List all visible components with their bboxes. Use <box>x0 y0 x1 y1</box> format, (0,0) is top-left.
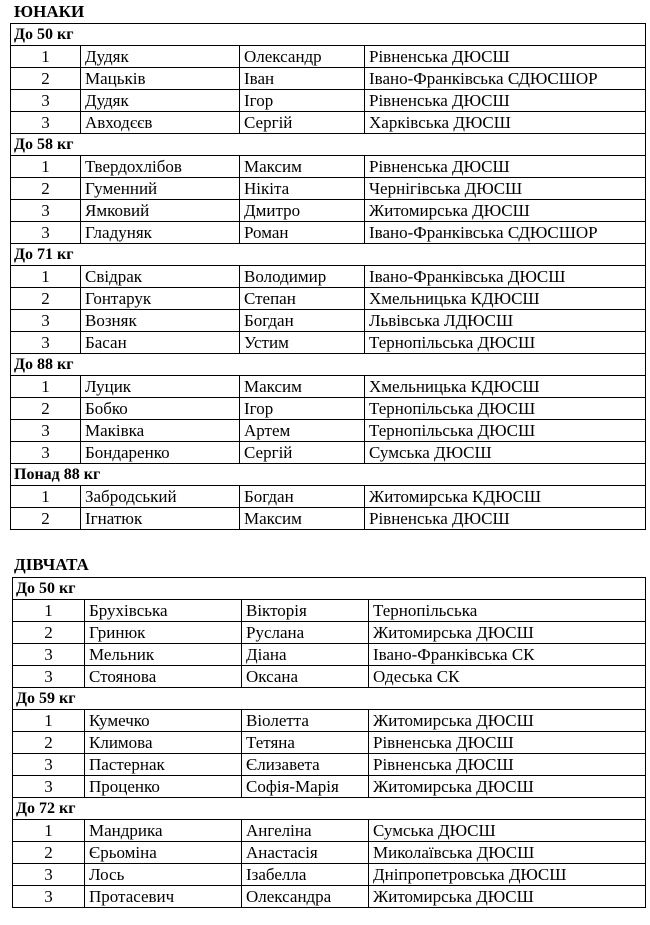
club-cell: Житомирська ДЮСШ <box>369 886 646 908</box>
place-cell: 1 <box>13 820 85 842</box>
weight-category-label: До 71 кг <box>11 244 646 266</box>
name-cell: Ангеліна <box>242 820 369 842</box>
club-cell: Житомирська КДЮСШ <box>365 486 646 508</box>
surname-cell: Маківка <box>81 420 240 442</box>
club-cell: Рівненська ДЮСШ <box>365 90 646 112</box>
surname-cell: Свідрак <box>81 266 240 288</box>
weight-category-header <box>11 24 646 46</box>
table-row <box>13 864 646 886</box>
club-cell: Тернопільська <box>369 600 646 622</box>
place-cell: 3 <box>13 886 85 908</box>
surname-cell: Климова <box>85 732 242 754</box>
weight-category-label: До 72 кг <box>13 798 646 820</box>
name-cell: Дмитро <box>240 200 365 222</box>
club-cell: Одеська СК <box>369 666 646 688</box>
club-cell: Сумська ДЮСШ <box>365 442 646 464</box>
name-cell: Руслана <box>242 622 369 644</box>
place-cell: 3 <box>13 666 85 688</box>
name-cell: Іван <box>240 68 365 90</box>
place-cell: 3 <box>13 754 85 776</box>
name-cell: Софія-Марія <box>242 776 369 798</box>
place-cell: 1 <box>11 46 81 68</box>
place-cell: 3 <box>11 310 81 332</box>
name-cell: Анастасія <box>242 842 369 864</box>
table-row <box>11 266 646 288</box>
club-cell: Івано-Франківська СДЮСШОР <box>365 222 646 244</box>
club-cell: Сумська ДЮСШ <box>369 820 646 842</box>
place-cell: 1 <box>11 376 81 398</box>
table-row <box>11 376 646 398</box>
surname-cell: Кумечко <box>85 710 242 732</box>
results-table-boys <box>10 23 646 530</box>
table-row <box>11 288 646 310</box>
name-cell: Степан <box>240 288 365 310</box>
weight-category-header <box>11 354 646 376</box>
table-row <box>11 442 646 464</box>
club-cell: Тернопільська ДЮСШ <box>365 398 646 420</box>
place-cell: 1 <box>11 156 81 178</box>
club-cell: Хмельницька КДЮСШ <box>365 288 646 310</box>
surname-cell: Ігнатюк <box>81 508 240 530</box>
place-cell: 3 <box>11 420 81 442</box>
surname-cell: Ямковий <box>81 200 240 222</box>
club-cell: Рівненська ДЮСШ <box>369 732 646 754</box>
table-row <box>11 332 646 354</box>
surname-cell: Мельник <box>85 644 242 666</box>
table-row <box>13 710 646 732</box>
club-cell: Рівненська ДЮСШ <box>365 46 646 68</box>
surname-cell: Гонтарук <box>81 288 240 310</box>
surname-cell: Лось <box>85 864 242 886</box>
club-cell: Чернігівська ДЮСШ <box>365 178 646 200</box>
place-cell: 2 <box>11 508 81 530</box>
name-cell: Ізабелла <box>242 864 369 886</box>
name-cell: Ігор <box>240 90 365 112</box>
table-row <box>11 200 646 222</box>
surname-cell: Гладуняк <box>81 222 240 244</box>
weight-category-header <box>11 244 646 266</box>
weight-category-header <box>11 134 646 156</box>
name-cell: Сергій <box>240 442 365 464</box>
table-row <box>13 820 646 842</box>
weight-category-label: До 50 кг <box>11 24 646 46</box>
club-cell: Миколаївська ДЮСШ <box>369 842 646 864</box>
place-cell: 3 <box>11 90 81 112</box>
name-cell: Оксана <box>242 666 369 688</box>
name-cell: Тетяна <box>242 732 369 754</box>
place-cell: 2 <box>11 288 81 310</box>
surname-cell: Протасевич <box>85 886 242 908</box>
name-cell: Олександр <box>240 46 365 68</box>
club-cell: Івано-Франківська ДЮСШ <box>365 266 646 288</box>
table-row <box>11 486 646 508</box>
name-cell: Богдан <box>240 310 365 332</box>
club-cell: Івано-Франківська СДЮСШОР <box>365 68 646 90</box>
surname-cell: Стоянова <box>85 666 242 688</box>
name-cell: Нікіта <box>240 178 365 200</box>
table-row <box>13 600 646 622</box>
name-cell: Діана <box>242 644 369 666</box>
surname-cell: Брухівська <box>85 600 242 622</box>
name-cell: Володимир <box>240 266 365 288</box>
surname-cell: Басан <box>81 332 240 354</box>
place-cell: 3 <box>11 222 81 244</box>
name-cell: Сергій <box>240 112 365 134</box>
surname-cell: Забродський <box>81 486 240 508</box>
place-cell: 2 <box>11 68 81 90</box>
weight-category-header <box>13 578 646 600</box>
surname-cell: Єрьоміна <box>85 842 242 864</box>
table-row <box>13 842 646 864</box>
section-title-boys: ЮНАКИ <box>14 2 85 21</box>
surname-cell: Возняк <box>81 310 240 332</box>
place-cell: 3 <box>13 644 85 666</box>
club-cell: Житомирська ДЮСШ <box>369 622 646 644</box>
place-cell: 2 <box>13 622 85 644</box>
surname-cell: Мандрика <box>85 820 242 842</box>
name-cell: Олександра <box>242 886 369 908</box>
name-cell: Богдан <box>240 486 365 508</box>
weight-category-label: До 50 кг <box>13 578 646 600</box>
name-cell: Артем <box>240 420 365 442</box>
table-row <box>11 178 646 200</box>
table-row <box>11 68 646 90</box>
club-cell: Хмельницька КДЮСШ <box>365 376 646 398</box>
club-cell: Тернопільська ДЮСШ <box>365 332 646 354</box>
results-table-girls <box>12 577 646 908</box>
weight-category-label: До 58 кг <box>11 134 646 156</box>
table-row <box>11 90 646 112</box>
table-row <box>13 666 646 688</box>
name-cell: Ігор <box>240 398 365 420</box>
table-row <box>13 644 646 666</box>
club-cell: Житомирська ДЮСШ <box>369 710 646 732</box>
surname-cell: Дудяк <box>81 46 240 68</box>
section-title-girls: ДІВЧАТА <box>14 555 89 574</box>
club-cell: Рівненська ДЮСШ <box>365 156 646 178</box>
club-cell: Харківська ДЮСШ <box>365 112 646 134</box>
club-cell: Рівненська ДЮСШ <box>369 754 646 776</box>
table-row <box>11 46 646 68</box>
surname-cell: Твердохлібов <box>81 156 240 178</box>
table-row <box>13 754 646 776</box>
table-row <box>13 776 646 798</box>
surname-cell: Авходєєв <box>81 112 240 134</box>
weight-category-label: До 59 кг <box>13 688 646 710</box>
surname-cell: Бондаренко <box>81 442 240 464</box>
weight-category-header <box>11 464 646 486</box>
place-cell: 1 <box>11 486 81 508</box>
place-cell: 3 <box>13 776 85 798</box>
table-row <box>11 112 646 134</box>
place-cell: 2 <box>11 398 81 420</box>
name-cell: Максим <box>240 156 365 178</box>
club-cell: Тернопільська ДЮСШ <box>365 420 646 442</box>
table-row <box>13 622 646 644</box>
place-cell: 1 <box>13 600 85 622</box>
weight-category-label: До 88 кг <box>11 354 646 376</box>
club-cell: Дніпропетровська ДЮСШ <box>369 864 646 886</box>
surname-cell: Бобко <box>81 398 240 420</box>
club-cell: Житомирська ДЮСШ <box>365 200 646 222</box>
surname-cell: Луцик <box>81 376 240 398</box>
surname-cell: Гринюк <box>85 622 242 644</box>
weight-category-header <box>13 688 646 710</box>
place-cell: 1 <box>13 710 85 732</box>
club-cell: Рівненська ДЮСШ <box>365 508 646 530</box>
surname-cell: Мацьків <box>81 68 240 90</box>
name-cell: Максим <box>240 376 365 398</box>
table-row <box>13 886 646 908</box>
club-cell: Житомирська ДЮСШ <box>369 776 646 798</box>
place-cell: 2 <box>11 178 81 200</box>
place-cell: 3 <box>11 332 81 354</box>
name-cell: Максим <box>240 508 365 530</box>
weight-category-label: Понад 88 кг <box>11 464 646 486</box>
place-cell: 3 <box>11 442 81 464</box>
table-row <box>11 420 646 442</box>
name-cell: Вікторія <box>242 600 369 622</box>
name-cell: Устим <box>240 332 365 354</box>
table-row <box>11 508 646 530</box>
place-cell: 3 <box>11 200 81 222</box>
place-cell: 3 <box>11 112 81 134</box>
place-cell: 3 <box>13 864 85 886</box>
name-cell: Роман <box>240 222 365 244</box>
table-row <box>11 398 646 420</box>
surname-cell: Проценко <box>85 776 242 798</box>
club-cell: Львівська ЛДЮСШ <box>365 310 646 332</box>
table-row <box>11 310 646 332</box>
surname-cell: Пастернак <box>85 754 242 776</box>
table-row <box>13 732 646 754</box>
name-cell: Єлизавета <box>242 754 369 776</box>
name-cell: Віолетта <box>242 710 369 732</box>
surname-cell: Гуменний <box>81 178 240 200</box>
place-cell: 1 <box>11 266 81 288</box>
place-cell: 2 <box>13 732 85 754</box>
club-cell: Івано-Франківська СК <box>369 644 646 666</box>
place-cell: 2 <box>13 842 85 864</box>
table-row <box>11 222 646 244</box>
weight-category-header <box>13 798 646 820</box>
table-row <box>11 156 646 178</box>
surname-cell: Дудяк <box>81 90 240 112</box>
